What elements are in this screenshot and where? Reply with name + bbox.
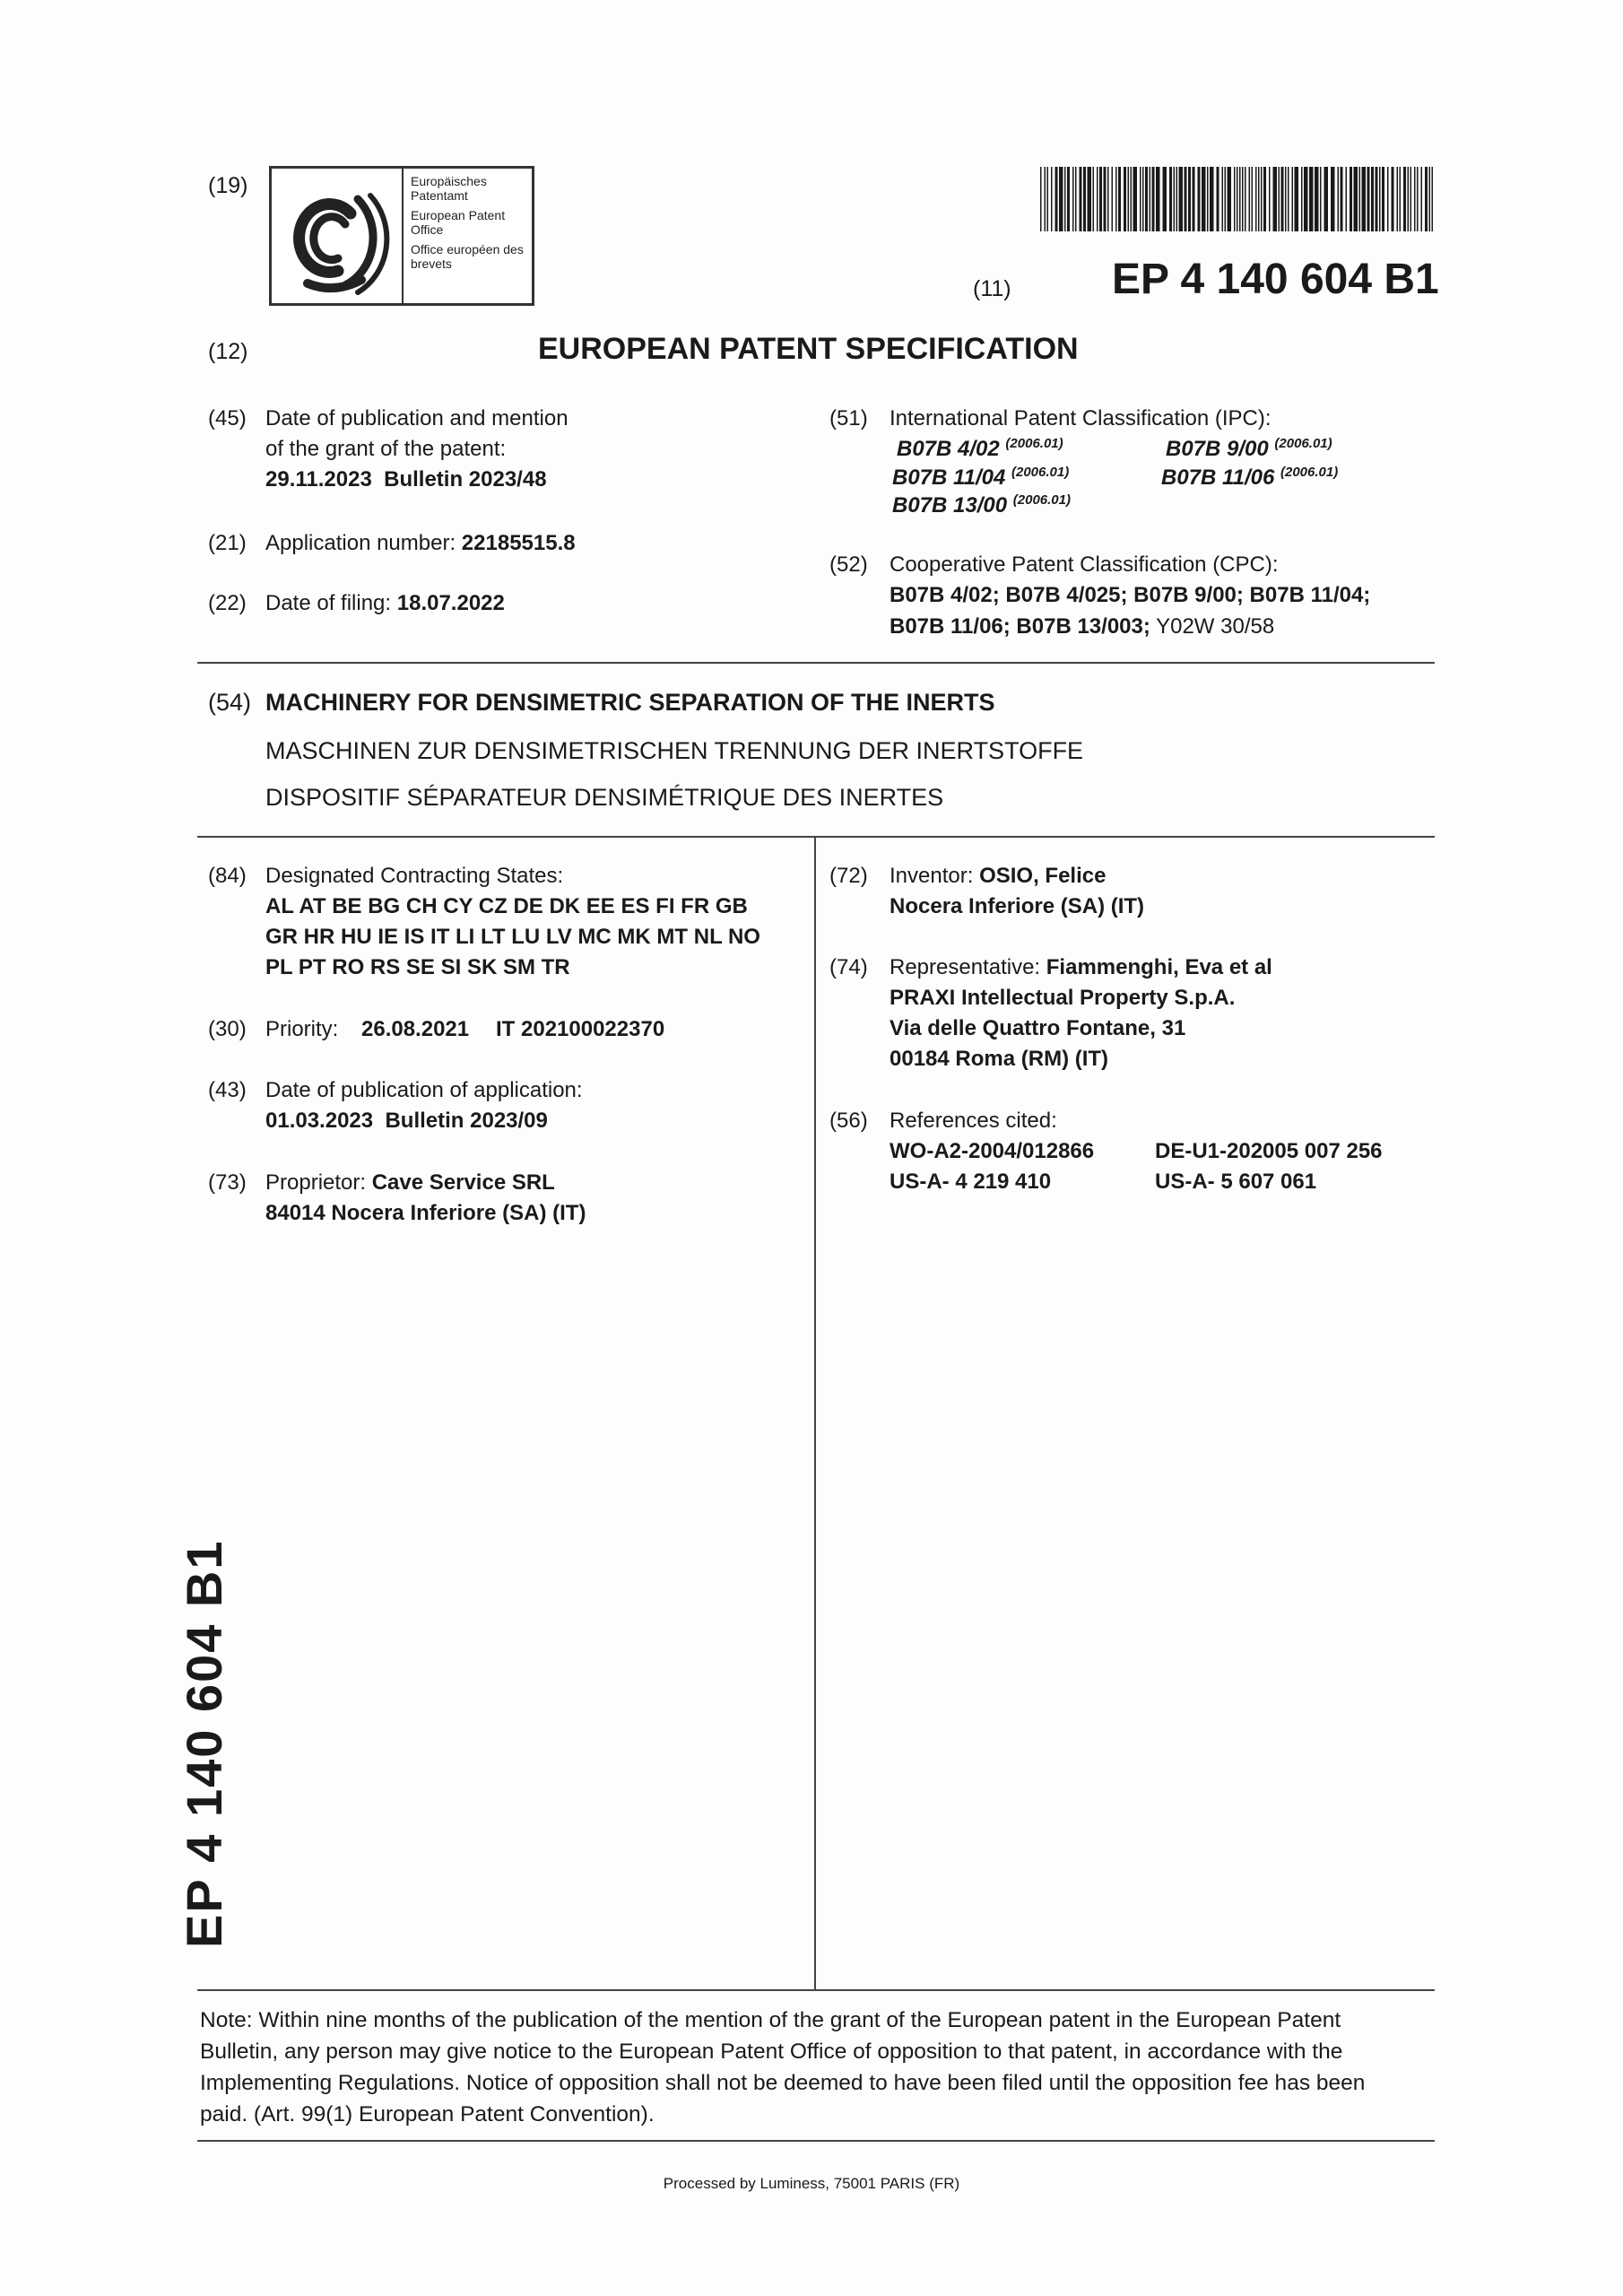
barcode-bar [1371,167,1374,231]
priority-date: 26.08.2021 [361,1017,470,1041]
reference-item: DE-U1-202005 007 256 [1155,1139,1383,1163]
barcode-bar [1387,167,1389,231]
barcode-bar [1228,167,1232,231]
barcode-bar [1261,167,1263,231]
barcode-bar [1225,167,1227,231]
ipc-code: B07B 9/00 $^{(2006.01)}$ [1166,436,1332,461]
barcode-bar [1040,167,1042,231]
barcode-bar [1354,167,1358,231]
representative-street: Via delle Quattro Fontane, 31 [890,1016,1186,1040]
application-publication-label: Date of publication of application: [265,1078,583,1102]
representative-label: Representative: [890,955,1041,979]
barcode-bar [1075,167,1077,231]
barcode-bar [1193,167,1195,231]
proprietor-label: Proprietor: [265,1170,367,1195]
inid-72: (72) [829,864,868,888]
application-number: 22185515.8 [461,531,576,555]
ipc-code: B07B 13/00 $^{(2006.01)}$ [892,492,1071,517]
barcode-bar [1421,167,1423,231]
inid-22: (22) [208,591,247,615]
inid-73: (73) [208,1170,247,1195]
proprietor-address: 84014 Nocera Inferiore (SA) (IT) [265,1201,586,1225]
barcode-bar [1145,167,1148,231]
barcode-bar [1051,167,1053,231]
designated-states-label: Designated Contracting States: [265,864,564,888]
barcode-bar [1169,167,1172,231]
ipc-label: International Patent Classification (IPC): [890,406,1271,430]
grant-date-label-2: of the grant of the patent: [265,437,507,461]
barcode-bar [1292,167,1294,231]
title-fr: DISPOSITIF SÉPARATEUR DENSIMÉTRIQUE DES INERTES [265,784,944,811]
barcode-bar [1174,167,1176,231]
barcode-bar [1408,167,1410,231]
barcode-bar [1112,167,1114,231]
barcode-bar [1059,167,1063,231]
barcode-bar [1124,167,1126,231]
barcode-bar [1403,167,1406,231]
barcode-bar [1263,167,1266,231]
barcode-bar [1067,167,1070,231]
note-line: paid. (Art. 99(1) European Patent Convention). [200,2102,655,2126]
designated-states-line: AL AT BE BG CH CY CZ DE DK EE ES FI FR GB [265,894,748,918]
inid-84: (84) [208,864,247,888]
barcode-bar [1104,167,1107,231]
barcode-bar [1163,167,1167,231]
barcode-bar [1207,167,1209,231]
reference-item: US-A- 5 607 061 [1155,1170,1317,1194]
application-publication-value: 01.03.2023 Bulletin 2023/09 [265,1109,548,1133]
barcode-bar [1242,167,1244,231]
barcode-bar [1425,167,1428,231]
barcode-bar [1210,167,1214,231]
barcode-bar [1379,167,1381,231]
grant-date-value: 29.11.2023 Bulletin 2023/48 [265,467,547,491]
application-number-label: Application number: [265,531,456,555]
barcode-bar [1202,167,1206,231]
epo-logo [269,166,534,306]
barcode-bar [1088,167,1092,231]
epo-swirl-icon [272,169,402,303]
barcode-bar [1176,167,1178,231]
barcode-bar [1072,167,1074,231]
barcode-bar [1350,167,1352,231]
inid-45: (45) [208,406,247,430]
barcode-bar [1249,167,1251,231]
barcode-bar [1198,167,1201,231]
barcode-bar [1301,167,1303,231]
divider [197,836,1435,838]
barcode-bar [1234,167,1236,231]
inid-30: (30) [208,1017,247,1041]
inid-56: (56) [829,1109,868,1133]
barcode-bar [1320,167,1322,231]
barcode-bar [1239,167,1241,231]
barcode-bar [1099,167,1102,231]
barcode-bar [1222,167,1224,231]
barcode-bar [1045,167,1046,231]
barcode-bar [1414,167,1416,231]
inventor-name: OSIO, Felice [979,864,1107,888]
barcode-bar [1142,167,1144,231]
cpc-codes-y-section: Y02W 30/58 [1150,614,1275,639]
barcode-bar [1331,167,1335,231]
barcode-bar [1128,167,1130,231]
barcode-bar [1047,167,1049,231]
priority-label: Priority: [265,1017,339,1041]
ipc-code: B07B 11/06 $^{(2006.01)}$ [1161,465,1339,490]
barcode-bar [1255,167,1257,231]
reference-item: US-A- 4 219 410 [890,1170,1052,1194]
note-line: Implementing Regulations. Notice of opposition shall not be deemed to have been filed until the opposition fee has been [200,2071,1366,2095]
barcode-bar [1131,167,1133,231]
barcode-bar [1188,167,1191,231]
column-divider [814,836,816,1989]
grant-date-label-1: Date of publication and mention [265,406,568,430]
barcode-bar [1400,167,1402,231]
barcode-bar [1315,167,1319,231]
title-de: MASCHINEN ZUR DENSIMETRISCHEN TRENNUNG DER INERTSTOFFE [265,737,1084,764]
barcode-bar [1055,167,1058,231]
barcode-bar [1304,167,1308,231]
barcode-bar [1288,167,1289,231]
inid-43: (43) [208,1078,247,1102]
barcode-bar [1359,167,1361,231]
divider [197,2140,1435,2142]
inid-74: (74) [829,955,868,979]
barcode-bar [1392,167,1394,231]
barcode-bar [1410,167,1412,231]
office-name-de: Europäisches Patentamt [411,174,487,203]
office-name-fr: Office européen des brevets [411,242,524,271]
barcode-bar [1258,167,1260,231]
barcode-bar [1362,167,1367,231]
priority-number: IT 202100022370 [496,1017,665,1041]
barcode-bar [1140,167,1141,231]
barcode-bar [1279,167,1280,231]
representative-firm: PRAXI Intellectual Property S.p.A. [890,986,1236,1010]
barcode-bar [1281,167,1284,231]
barcode-bar [1397,167,1399,231]
inid-12: (12) [208,339,248,364]
barcode-bar [1083,167,1086,231]
office-name-en: European Patent Office [411,208,506,237]
cpc-codes-line-1: B07B 4/02; B07B 4/025; B07B 9/00; B07B 11/04; [890,583,1371,607]
inid-21: (21) [208,531,247,555]
barcode-bar [1341,167,1343,231]
filing-date: 18.07.2022 [396,591,505,615]
opposition-note [200,2005,1365,2130]
barcode-bar [1118,167,1121,231]
barcode-bar [1432,167,1434,231]
designated-states-line: GR HR HU IE IS IT LI LT LU LV MC MK MT NL NO [265,925,760,949]
barcode [1040,167,1435,231]
inventor-address: Nocera Inferiore (SA) (IT) [890,894,1145,918]
barcode-bar [1064,167,1066,231]
barcode-bar [1338,167,1340,231]
barcode-bar [1382,167,1384,231]
barcode-bar [1217,167,1219,231]
barcode-bar [1273,167,1278,231]
office-names [411,174,529,276]
designated-states-line: PL PT RO RS SE SI SK SM TR [265,955,570,979]
barcode-bar [1295,167,1299,231]
inventor-label: Inventor: [890,864,974,888]
barcode-bar [1237,167,1238,231]
barcode-bar [1417,167,1419,231]
barcode-bar [1309,167,1314,231]
barcode-bar [1185,167,1187,231]
inid-54: (54) [208,689,252,716]
document-title: EUROPEAN PATENT SPECIFICATION [538,332,1079,366]
inid-11: (11) [973,276,1011,301]
title-en: MACHINERY FOR DENSIMETRIC SEPARATION OF THE INERTS [265,689,995,716]
publication-number: EP 4 140 604 B1 [1112,256,1439,303]
barcode-bar [1179,167,1184,231]
inid-19: (19) [208,173,248,198]
barcode-bar [1367,167,1370,231]
barcode-bar [1107,167,1109,231]
cpc-codes-line-2: B07B 11/06; B07B 13/003; [890,614,1150,639]
barcode-bar [1150,167,1151,231]
representative-city: 00184 Roma (RM) (IT) [890,1047,1109,1071]
barcode-bar [1245,167,1246,231]
barcode-bar [1152,167,1155,231]
ipc-code: B07B 11/04 $^{(2006.01)}$ [892,465,1070,490]
note-line: Note: Within nine months of the publication of the mention of the grant of the European patent in the European Patent [200,2008,1341,2032]
side-publication-number: EP 4 140 604 B1 [176,1539,232,1948]
barcode-bar [1324,167,1329,231]
proprietor-name: Cave Service SRL [371,1170,555,1195]
note-line: Bulletin, any person may give notice to the European Patent Office of opposition to that patent, in accordance with the [200,2039,1343,2064]
inid-51: (51) [829,406,868,430]
reference-item: WO-A2-2004/012866 [890,1139,1095,1163]
references-label: References cited: [890,1109,1057,1133]
cpc-label: Cooperative Patent Classification (CPC): [890,552,1279,577]
inid-52: (52) [829,552,868,577]
barcode-bar [1115,167,1117,231]
representative-name: Fiammenghi, Eva et al [1046,955,1272,979]
barcode-bar [1080,167,1082,231]
barcode-bar [1429,167,1431,231]
barcode-bar [1346,167,1348,231]
divider [197,1989,1435,1991]
barcode-bar [1269,167,1271,231]
barcode-bar [1097,167,1098,231]
barcode-bar [1093,167,1095,231]
divider [197,662,1435,664]
barcode-bar [1133,167,1138,231]
barcode-bar [1285,167,1287,231]
ipc-code: B07B 4/02 $^{(2006.01)}$ [897,436,1063,461]
barcode-bar [1252,167,1254,231]
filing-date-label: Date of filing: [265,591,392,615]
footer-processed-by: Processed by Luminess, 75001 PARIS (FR) [663,2175,960,2192]
barcode-bar [1156,167,1160,231]
barcode-bar [1376,167,1378,231]
